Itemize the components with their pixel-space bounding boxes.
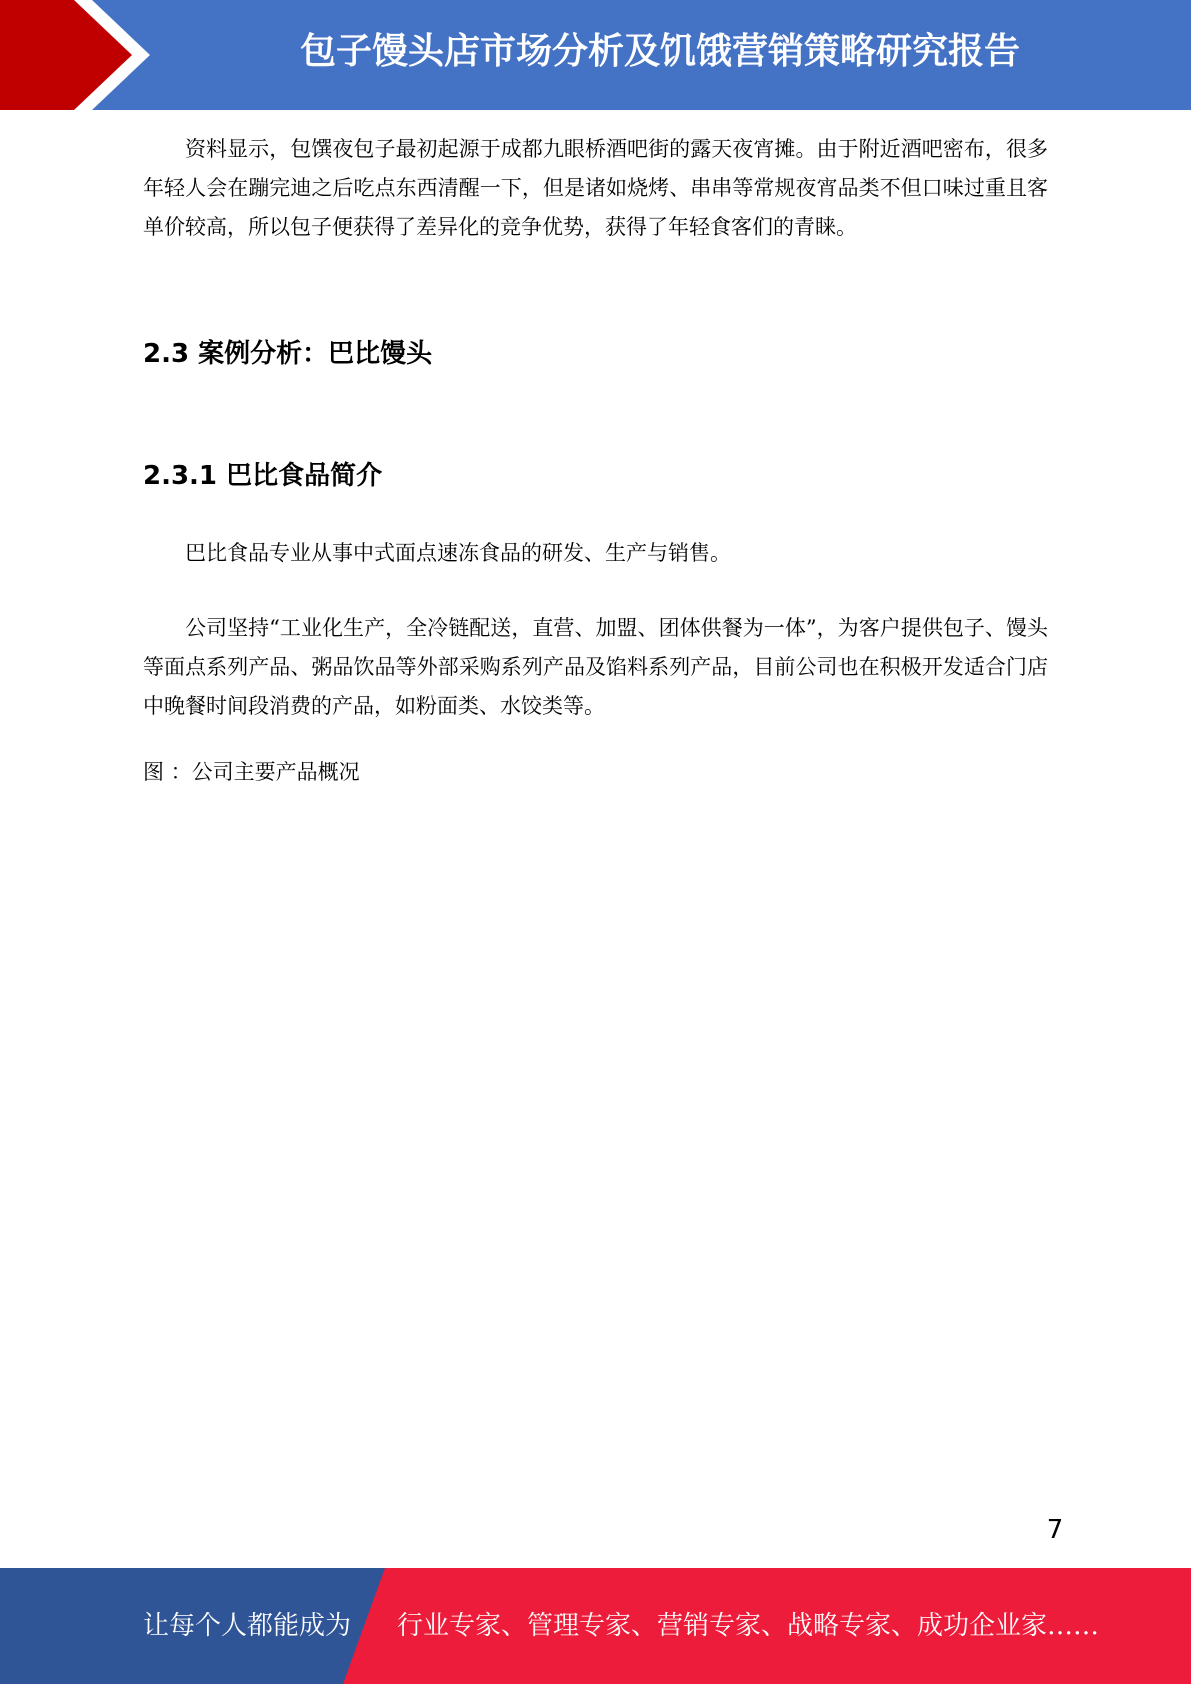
- figure-caption: 图 ：公司主要产品概况: [143, 760, 360, 784]
- footer-slogan-right: 行业专家、管理专家、营销专家、战略专家、成功企业家……: [397, 1611, 1100, 1641]
- header-banner: [0, 0, 1191, 110]
- report-title: 包子馒头店市场分析及饥饿营销策略研究报告: [299, 31, 1020, 72]
- section-heading-2-3-1: 2.3.1 巴比食品简介: [143, 461, 383, 491]
- company-intro-paragraph: 巴比食品专业从事中式面点速冻食品的研发、生产与销售。: [185, 541, 731, 565]
- intro-paragraph: 资料显示，包馔夜包子最初起源于成都九眼桥酒吧街的露天夜宵摊。由于附近酒吧密布，很多年轻人会在蹦完迪之后吃点东西清醒一下，但是诸如烧烤、串串等常规夜宵品类不但口味过重且客单价较高，所以包子便获得了差异化的竞争优势，获得了年轻食客们的青睐。: [143, 137, 1048, 239]
- footer-slogan-left: 让每个人都能成为: [143, 1611, 352, 1641]
- section-heading-2-3: 2.3 案例分析：巴比馒头: [143, 339, 433, 369]
- company-detail-paragraph: 公司坚持“工业化生产，全冷链配送，直营、加盟、团体供餐为一体”，为客户提供包子、馒头等面点系列产品、粥品饮品等外部采购系列产品及馅料系列产品，目前公司也在积极开发适合门店中晚餐时间段消费的产品，如粉面类、水饺类等。: [143, 616, 1048, 718]
- footer-banner: [0, 1568, 1191, 1684]
- page-number: 7: [1046, 1515, 1064, 1545]
